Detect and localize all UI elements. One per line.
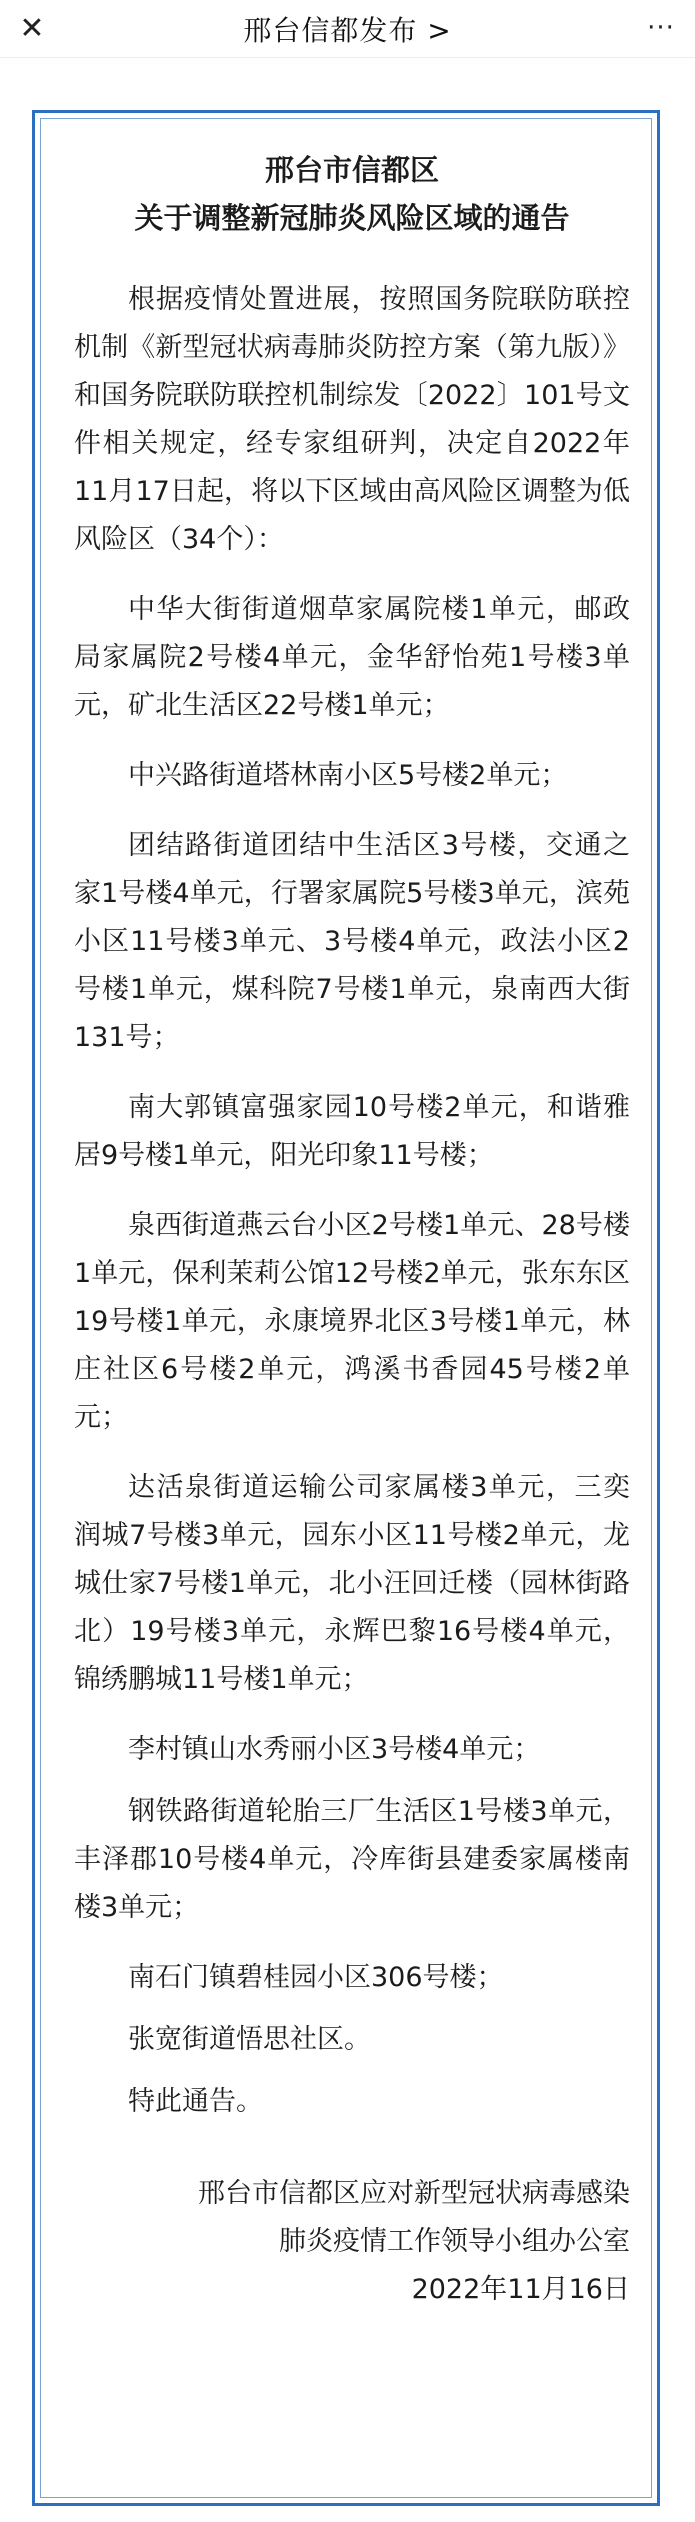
area-list-paragraph: 钢铁路街道轮胎三厂生活区1号楼3单元，丰泽郡10号楼4单元，冷库街县建委家属楼南楼3单元；	[74, 1796, 630, 1923]
area-list-paragraph: 李村镇山水秀丽小区3号楼4单元；	[128, 1734, 541, 1765]
signature-date: 2022年11月16日	[411, 2274, 630, 2305]
signature-issuer-line2: 肺炎疫情工作领导小组办公室	[279, 2226, 630, 2257]
area-list-paragraph: 张宽街道悟思社区。	[128, 2024, 371, 2055]
area-list-paragraph: 达活泉街道运输公司家属楼3单元，三奕润城7号楼3单元，园东小区11号楼2单元，龙城仕家7号楼1单元，北小汪回迁楼（园林街路北）19号楼3单元，永辉巴黎16号楼4单元，锦绣鹏城11号楼1单元；	[74, 1472, 630, 1695]
close-icon[interactable]: ✕	[19, 10, 45, 46]
more-options-icon[interactable]: ···	[647, 13, 675, 43]
area-list-paragraph: 泉西街道燕云台小区2号楼1单元、28号楼1单元，保利茉莉公馆12号楼2单元，张东东区19号楼1单元，永康境界北区3号楼1单元，林庄社区6号楼2单元，鸿溪书香园45号楼2单元；	[74, 1210, 630, 1433]
area-list-paragraph: 中兴路街道塔林南小区5号楼2单元；	[128, 760, 568, 791]
heading-spacer	[74, 242, 630, 276]
closing-statement: 特此通告。	[128, 2086, 263, 2117]
area-list-paragraph: 南石门镇碧桂园小区306号楼；	[128, 1962, 504, 1993]
account-title-link[interactable]: 邢台信都发布 >	[243, 13, 452, 47]
notice-heading-title: 关于调整新冠肺炎风险区域的通告	[134, 201, 570, 235]
area-list-paragraph: 南大郭镇富强家园10号楼2单元，和谐雅居9号楼1单元，阳光印象11号楼；	[74, 1092, 630, 1171]
top-navigation-bar	[0, 0, 695, 58]
area-list-paragraph: 团结路街道团结中生活区3号楼，交通之家1号楼4单元，行署家属院5号楼3单元，滨苑小区11号楼3单元、3号楼4单元，政法小区2号楼1单元，煤科院7号楼1单元，泉南西大街131号；	[74, 830, 630, 1053]
notice-content	[74, 130, 630, 2314]
notice-intro-paragraph: 根据疫情处置进展，按照国务院联防联控机制《新型冠状病毒肺炎防控方案（第九版）》和国务院联防联控机制综发〔2022〕101号文件相关规定，经专家组研判，决定自2022年11月17日起，将以下区域由高风险区调整为低风险区（34个）：	[74, 284, 630, 555]
notice-heading-issuer: 邢台市信都区	[264, 153, 439, 187]
signature-issuer-line1: 邢台市信都区应对新型冠状病毒感染	[198, 2178, 630, 2209]
area-list-paragraph: 中华大街街道烟草家属院楼1单元，邮政局家属院2号楼4单元，金华舒怡苑1号楼3单元，矿北生活区22号楼1单元；	[74, 594, 630, 721]
